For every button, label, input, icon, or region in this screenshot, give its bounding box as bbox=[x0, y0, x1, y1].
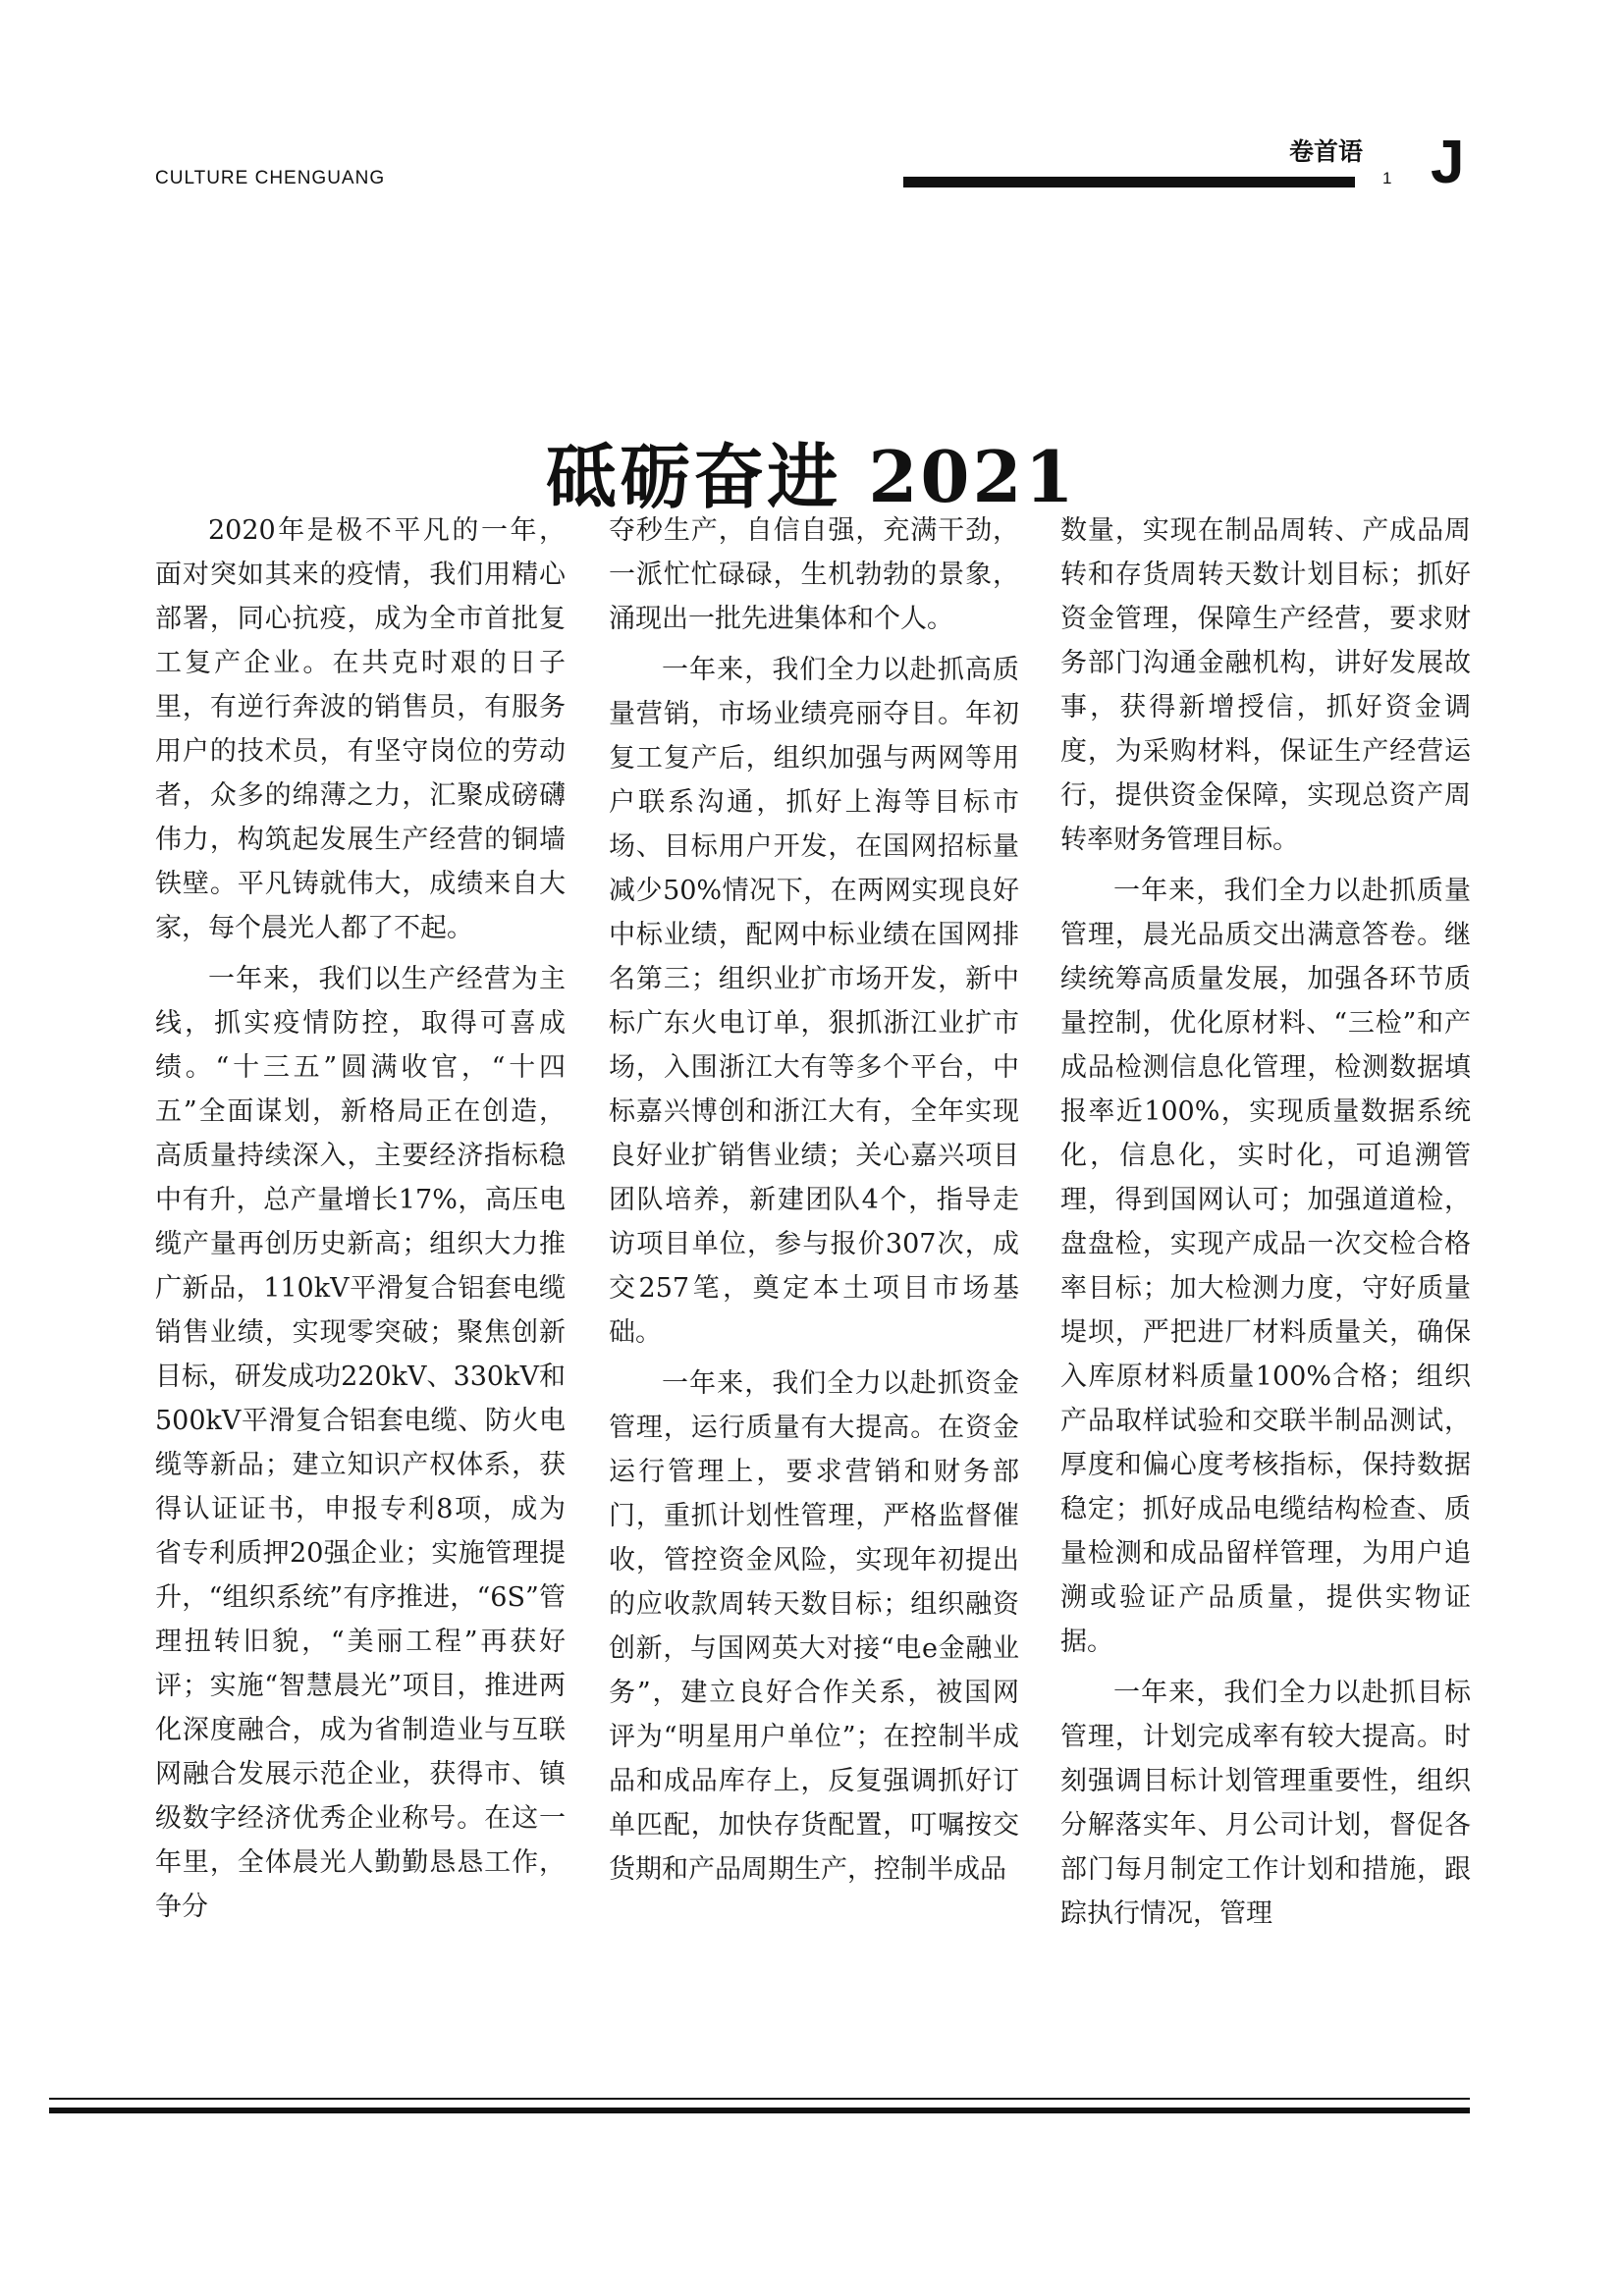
paragraph: 一年来，我们全力以赴抓资金管理，运行质量有大提高。在资金运行管理上，要求营销和财务部门，重抓计划性管理，严格监督催收，管控资金风险，实现年初提出的应收款周转天数目标；组织融资创新，与国网英大对接“电e金融业务”，建立良好合作关系，被国网评为“明星用户单位”；在控制半成品和成品库存上，反复强调抓好订单匹配，加快存货配置，叮嘱按交货期和产品周期生产，控制半成品 bbox=[609, 1368, 1019, 1885]
footer-rule bbox=[49, 2098, 1470, 2100]
magazine-brand: CULTURE CHENGUANG bbox=[155, 168, 386, 188]
article-title: 砥砺奋进 2021 bbox=[546, 435, 1077, 519]
header-bar bbox=[903, 177, 1355, 187]
section-label: 卷首语 bbox=[1288, 137, 1363, 166]
footer-rule-thick bbox=[49, 2108, 1470, 2113]
paragraph: 一年来，我们全力以赴抓高质量营销，市场业绩亮丽夺目。年初复工复产后，组织加强与两网等用户联系沟通，抓好上海等目标市场、目标用户开发，在国网招标量减少50%情况下，在两网实现良好中标业绩，配网中标业绩在国网排名第三；组织业扩市场开发，新中标广东火电订单，狠抓浙江业扩市场，入围浙江大有等多个平台，中标嘉兴博创和浙江大有，全年实现良好业扩销售业绩；关心嘉兴项目团队培养，新建团队4个，指导走访项目单位，参与报价307次，成交257笔，奠定本土项目市场基础。 bbox=[609, 655, 1019, 1348]
paragraph-continued: 数量，实现在制品周转、产成品周转和存货周转天数计划目标；抓好资金管理，保障生产经营，要求财务部门沟通金融机构，讲好发展故事，获得新增授信，抓好资金调度，为采购材料，保证生产经营运行，提供资金保障，实现总资产周转率财务管理目标。 bbox=[1060, 515, 1471, 855]
paragraph: 2020年是极不平凡的一年，面对突如其来的疫情，我们用精心部署，同心抗疫，成为全市首批复工复产企业。在共克时艰的日子里，有逆行奔波的销售员，有服务用户的技术员，有坚守岗位的劳动者，众多的绵薄之力，汇聚成磅礴伟力，构筑起发展生产经营的铜墙铁壁。平凡铸就伟大，成绩来自大家，每个晨光人都了不起。 bbox=[155, 515, 566, 943]
paragraph: 一年来，我们以生产经营为主线，抓实疫情防控，取得可喜成绩。“十三五”圆满收官，“十四五”全面谋划，新格局正在创造，高质量持续深入，主要经济指标稳中有升，总产量增长17%，高压电缆产量再创历史新高；组织大力推广新品，110kV平滑复合铝套电缆销售业绩，实现零突破；聚焦创新目标，研发成功220kV、330kV和500kV平滑复合铝套电缆、防火电缆等新品；建立知识产权体系，获得认证证书，申报专利8项，成为省专利质押20强企业；实施管理提升，“组织系统”有序推进，“6S”管理扭转旧貌，“美丽工程”再获好评；实施“智慧晨光”项目，推进两化深度融合，成为省制造业与互联网融合发展示范企业，获得市、镇级数字经济优秀企业称号。在这一年里，全体晨光人勤勤恳恳工作，争分 bbox=[155, 964, 566, 1922]
page-number: 1 bbox=[1382, 169, 1392, 187]
paragraph: 一年来，我们全力以赴抓质量管理，晨光品质交出满意答卷。继续统筹高质量发展，加强各环节质量控制，优化原材料、“三检”和产成品检测信息化管理，检测数据填报率近100%，实现质量数据系统化，信息化，实时化，可追溯管理，得到国网认可；加强道道检，盘盘检，实现产成品一次交检合格率目标；加大检测力度，守好质量堤坝，严把进厂材料质量关，确保入库原材料质量100%合格；组织产品取样试验和交联半制品测试，厚度和偏心度考核指标，保持数据稳定；抓好成品电缆结构检查、质量检测和成品留样管理，为用户追溯或验证产品质量，提供实物证据。 bbox=[1060, 876, 1471, 1657]
paragraph: 一年来，我们全力以赴抓目标管理，计划完成率有较大提高。时刻强调目标计划管理重要性，组织分解落实年、月公司计划，督促各部门每月制定工作计划和措施，跟踪执行情况，管理 bbox=[1060, 1678, 1471, 1929]
text-column-3 bbox=[1060, 508, 1471, 1943]
text-column-1 bbox=[155, 508, 566, 1936]
text-column-2 bbox=[609, 508, 1019, 1898]
section-mark: J bbox=[1431, 129, 1465, 196]
paragraph-continued: 夺秒生产，自信自强，充满干劲，一派忙忙碌碌，生机勃勃的景象，涌现出一批先进集体和个人。 bbox=[609, 515, 1019, 634]
